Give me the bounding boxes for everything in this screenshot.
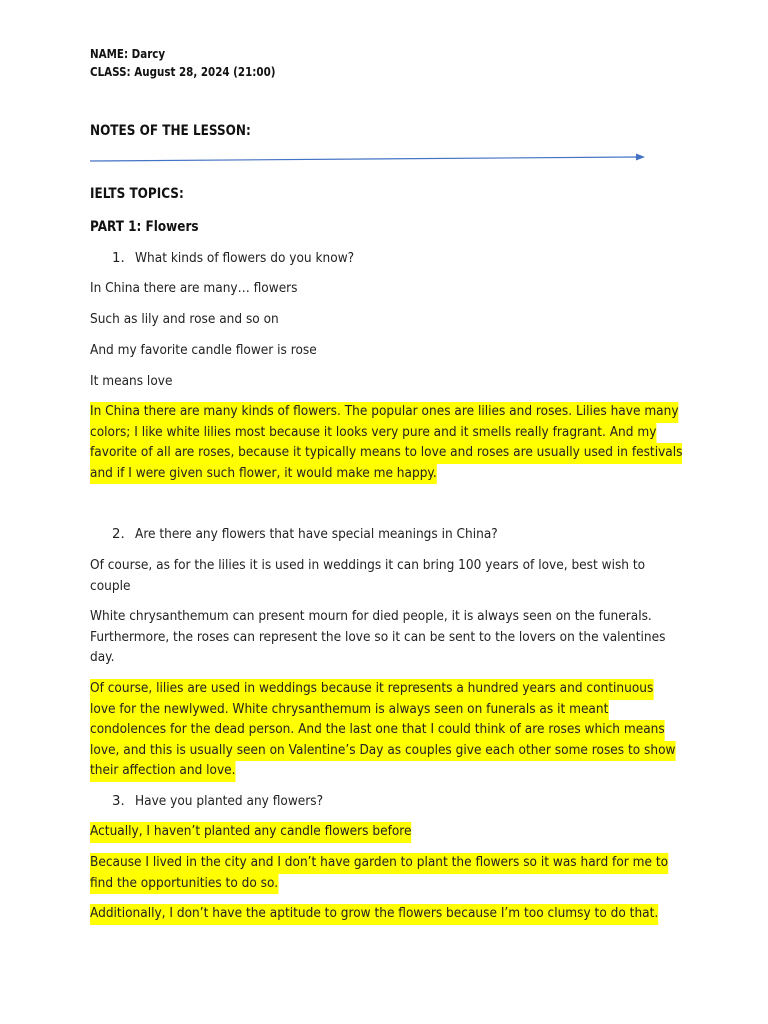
highlighted-answer-q3-3: Additionally, I don’t have the aptitude to grow the flowers because I’m too clumsy to do that. xyxy=(90,904,680,925)
class-date: CLASS: August 28, 2024 (21:00) xyxy=(90,65,276,79)
note-line: It means love xyxy=(90,374,173,389)
note-line: In China there are many… flowers xyxy=(90,281,298,296)
highlighted-answer-q1: In China there are many kinds of flowers. The popular ones are lilies and roses. Lilies have many colors; I like white lilies most because it looks very pure and it smells really fragrant. And my favorite of all are roses, because it typically means to love and roses are usually used in festivals and if I were given such flower, it would make me happy. xyxy=(90,402,680,484)
highlighted-answer-q3-1: Actually, I haven’t planted any candle flowers before xyxy=(90,822,680,843)
note-line: And my favorite candle flower is rose xyxy=(90,343,317,358)
highlighted-answer-q3-2: Because I lived in the city and I don’t have garden to plant the flowers so it was hard for me to find the opportunities to do so. xyxy=(90,853,680,894)
part-heading: PART 1: Flowers xyxy=(90,219,199,235)
student-name: NAME: Darcy xyxy=(90,47,166,61)
question-text: Have you planted any flowers? xyxy=(135,794,324,809)
question-number: 1. xyxy=(112,251,125,266)
notes-heading: NOTES OF THE LESSON: xyxy=(90,123,251,139)
note-paragraph: Of course, as for the lilies it is used in weddings it can bring 100 years of love, best wish to couple xyxy=(90,558,646,594)
question-text: What kinds of flowers do you know? xyxy=(135,251,355,266)
question-text: Are there any flowers that have special meanings in China? xyxy=(135,527,498,542)
ielts-topics-heading: IELTS TOPICS: xyxy=(90,186,184,202)
arrow-divider xyxy=(90,150,650,164)
note-paragraph: White chrysanthemum can present mourn for died people, it is always seen on the funerals. Furthermore, the roses can represent the love so it can be sent to the lovers on the valentines day. xyxy=(90,609,666,666)
highlighted-answer-q2: Of course, lilies are used in weddings because it represents a hundred years and continuous love for the newlywed. White chrysanthemum is always seen on funerals as it meant condolences for the dead person. And the last one that I could think of are roses which means love, and this is usually seen on Valentine’s Day as couples give each other some roses to show their affection and love. xyxy=(90,679,680,782)
question-number: 3. xyxy=(112,794,125,809)
question-number: 2. xyxy=(112,527,125,542)
note-line: Such as lily and rose and so on xyxy=(90,312,279,327)
